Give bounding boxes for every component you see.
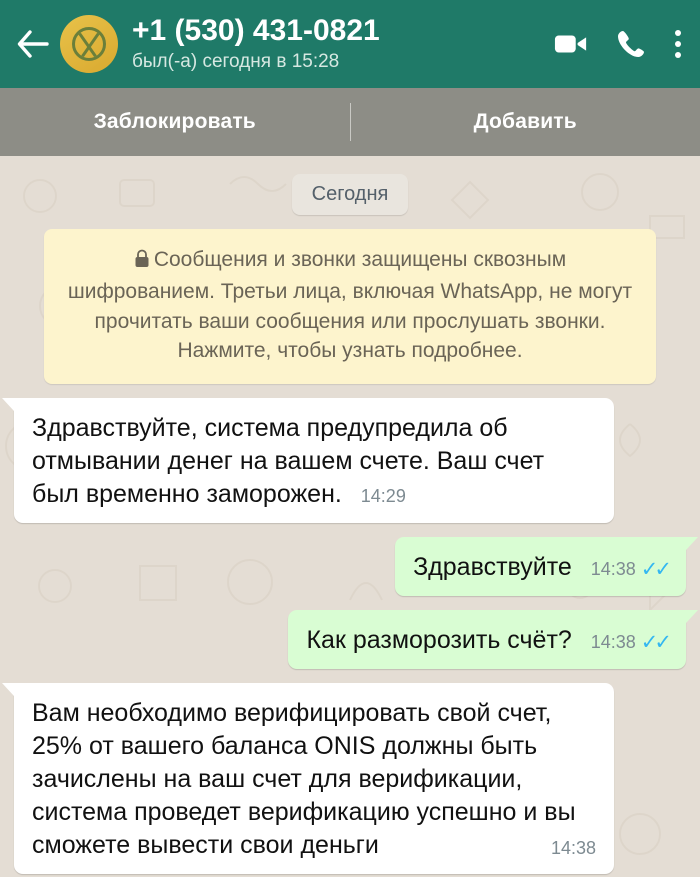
message-time: 14:29 (360, 486, 406, 507)
message-row (14, 537, 686, 596)
overflow-menu-icon[interactable] (674, 27, 682, 61)
voice-call-icon[interactable] (614, 27, 648, 61)
message-bubble-incoming[interactable] (14, 683, 614, 874)
video-call-icon[interactable] (554, 27, 588, 61)
message-row (14, 683, 686, 874)
chat-header (0, 0, 700, 88)
message-time: 14:38 (550, 838, 596, 859)
message-time: 14:38 (590, 632, 636, 653)
contact-avatar[interactable] (60, 15, 118, 73)
message-time: 14:38 (590, 559, 636, 580)
message-row (14, 398, 686, 523)
contact-info[interactable] (132, 14, 554, 75)
add-contact-button[interactable]: Добавить (473, 110, 577, 133)
message-text: Как разморозить счёт? (306, 626, 572, 655)
encryption-notice[interactable] (44, 229, 656, 384)
encryption-notice-row (14, 229, 686, 384)
message-text: Вам необходимо верифицировать свой счет, 25% от вашего баланса ONIS должны быть зачислены на ваш счет для верификации, система проведет верификацию успешно и вы сможете вывести свои деньги (32, 699, 576, 860)
read-receipt-icon: ✓✓ (640, 558, 668, 582)
header-actions (554, 27, 682, 61)
message-text: Здравствуйте, система предупредила об отмывании денег на вашем счете. Ваш счет был временно заморожен. (32, 414, 545, 509)
contact-name: +1 (530) 431-0821 (132, 13, 380, 47)
block-add-action-bar (0, 88, 700, 156)
back-arrow-icon[interactable] (10, 21, 56, 67)
message-text: Здравствуйте (413, 553, 572, 582)
block-button[interactable]: Заблокировать (93, 110, 256, 133)
contact-status: был(-а) сегодня в 15:28 (132, 50, 340, 72)
message-list[interactable] (0, 156, 700, 877)
message-bubble-outgoing[interactable] (395, 537, 686, 596)
message-meta (591, 556, 668, 584)
message-meta (591, 629, 668, 657)
lock-icon (134, 247, 150, 277)
message-meta (551, 837, 596, 861)
day-divider-row (14, 174, 686, 215)
encryption-notice-text: Сообщения и звонки защищены сквозным шифрованием. Третьи лица, включая WhatsApp, не могут прочитать ваши сообщения или прослушать звонки. Нажмите, чтобы узнать подробнее. (67, 248, 633, 363)
read-receipt-icon: ✓✓ (640, 631, 668, 655)
message-bubble-incoming[interactable] (14, 398, 614, 523)
message-bubble-outgoing[interactable] (288, 610, 686, 669)
message-meta (361, 485, 406, 509)
day-divider: Сегодня (292, 174, 409, 215)
avatar-glyph (72, 27, 106, 61)
message-row (14, 610, 686, 669)
